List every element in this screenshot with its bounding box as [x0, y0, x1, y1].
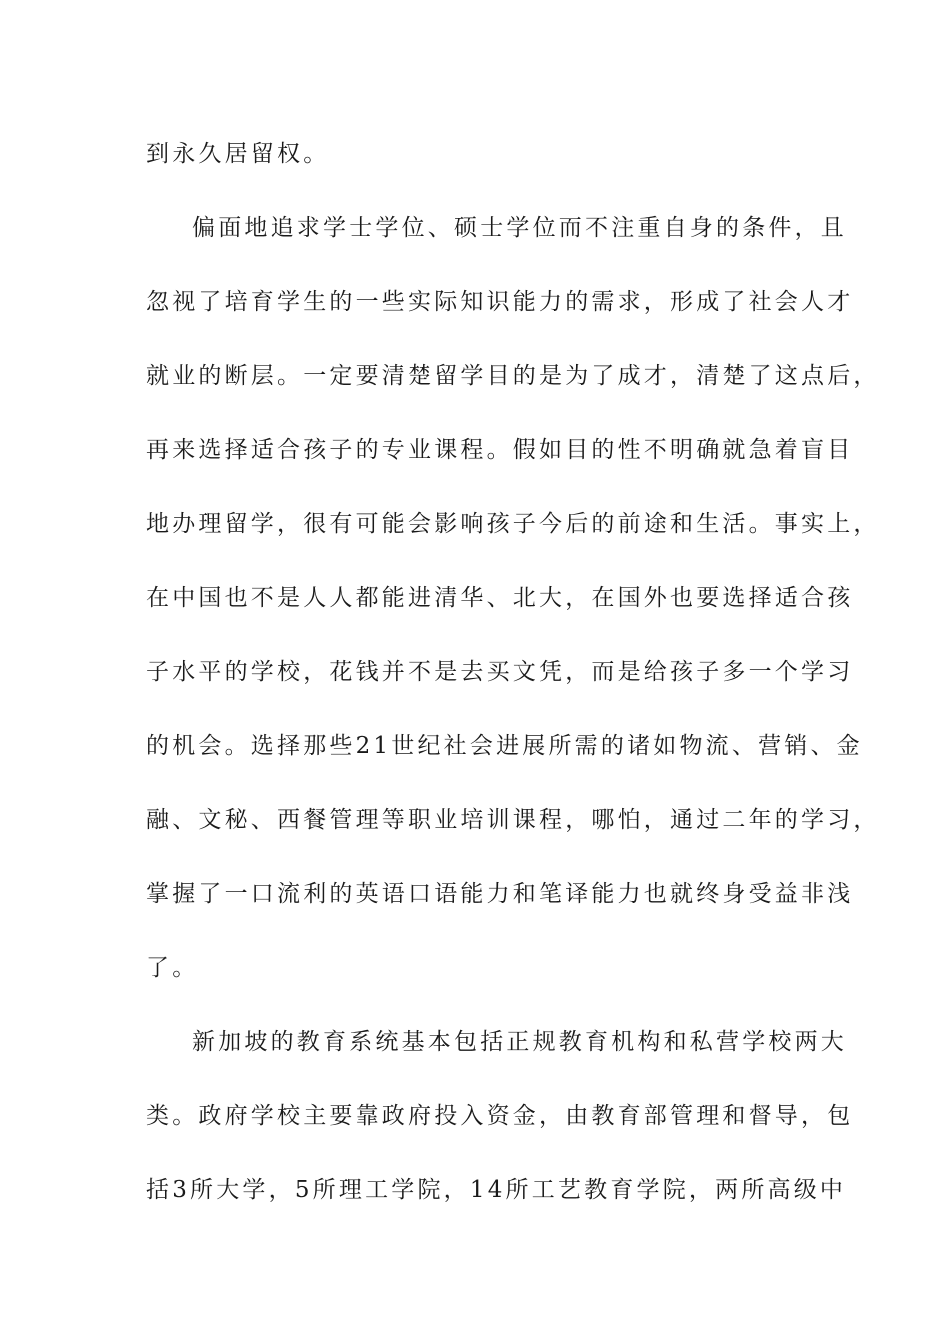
text-line: 融、文秘、西餐管理等职业培训课程，哪怕，通过二年的学习，: [146, 807, 880, 833]
text-line: 括3所大学，5所理工学院，14所工艺教育学院，两所高级中: [146, 1177, 847, 1203]
text-line: 到永久居留权。: [146, 141, 330, 167]
text-line: 掌握了一口流利的英语口语能力和笔译能力也就终身受益非浅: [146, 881, 854, 907]
text-line: 忽视了培育学生的一些实际知识能力的需求，形成了社会人才: [146, 289, 854, 315]
text-line: 子水平的学校，花钱并不是去买文凭，而是给孩子多一个学习: [146, 659, 854, 685]
text-line: 再来选择适合孩子的专业课程。假如目的性不明确就急着盲目: [146, 437, 854, 463]
text-line: 就业的断层。一定要清楚留学目的是为了成才，清楚了这点后，: [146, 363, 880, 389]
text-line: 地办理留学，很有可能会影响孩子今后的前途和生活。事实上，: [146, 511, 880, 537]
paragraph-first-line: 新加坡的教育系统基本包括正规教育机构和私营学校两大: [192, 1029, 847, 1055]
text-line: 了。: [146, 955, 199, 981]
text-line: 的机会。选择那些21世纪社会进展所需的诸如物流、营销、金: [146, 733, 863, 759]
text-line: 类。政府学校主要靠政府投入资金，由教育部管理和督导，包: [146, 1103, 854, 1129]
paragraph-first-line: 偏面地追求学士学位、硕士学位而不注重自身的条件，且: [192, 215, 847, 241]
text-line: 在中国也不是人人都能进清华、北大，在国外也要选择适合孩: [146, 585, 854, 611]
